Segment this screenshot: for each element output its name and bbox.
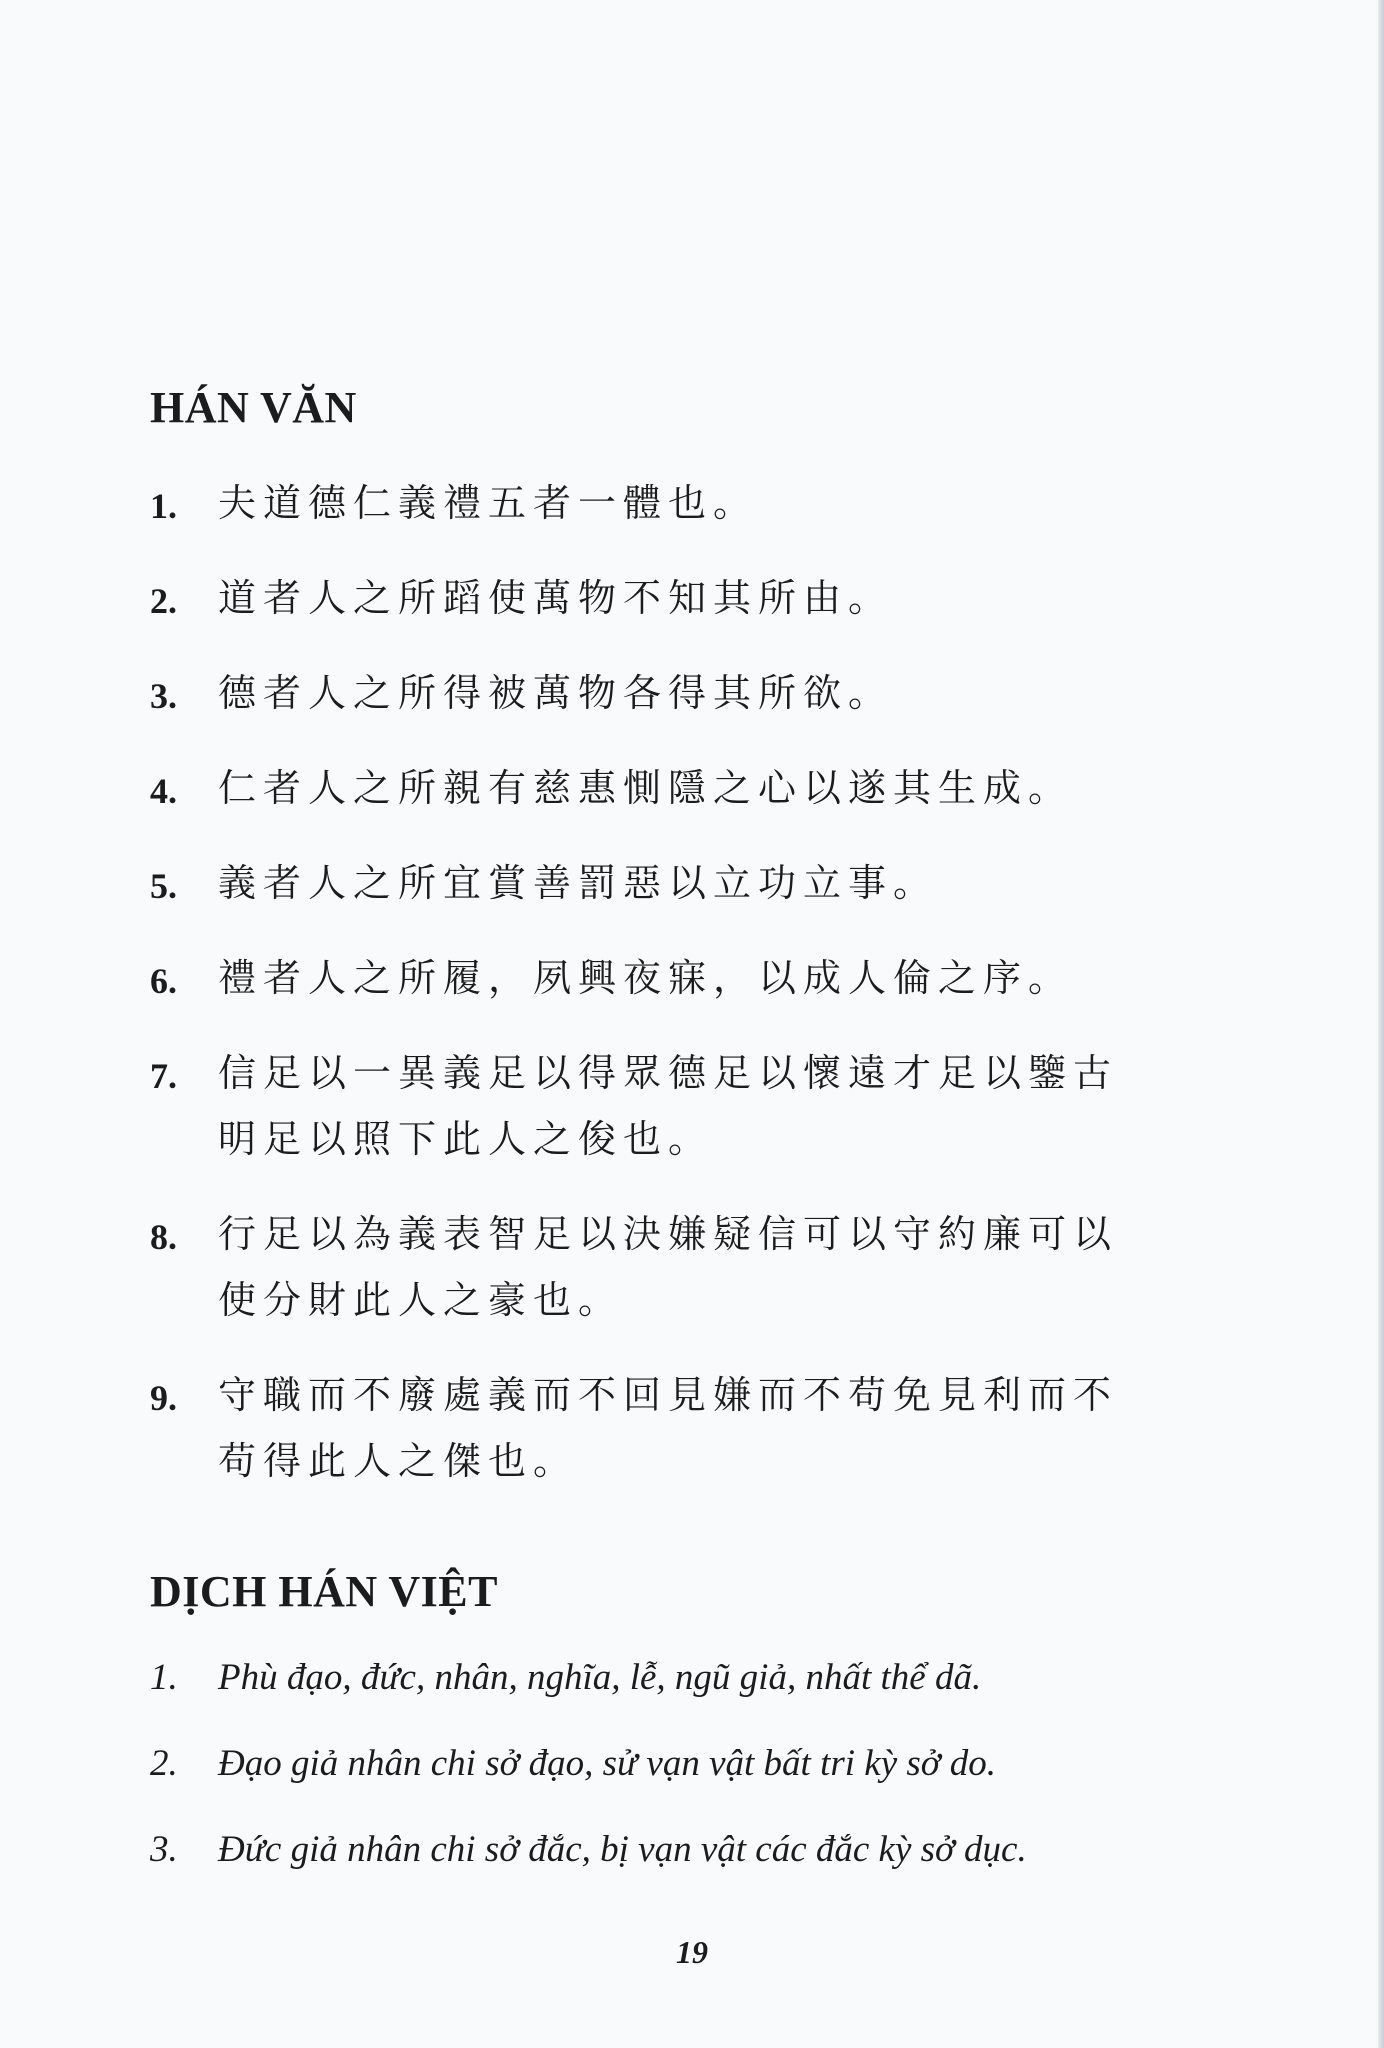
han-van-item-4	[150, 755, 1150, 821]
han-van-item-8	[150, 1201, 1150, 1333]
dich-han-viet-list	[150, 1648, 1150, 1906]
han-van-heading: HÁN VĂN	[150, 383, 357, 432]
han-van-item-7	[150, 1040, 1150, 1172]
item-number: 1.	[150, 486, 177, 526]
han-text: 禮者人之所履，夙興夜寐，以成人倫之序。	[218, 956, 1074, 1000]
han-text: 守職而不廢處義而不回見嫌而不苟免見利而不苟得此人之傑也。	[218, 1373, 1119, 1483]
han-viet-item-3	[150, 1820, 1150, 1880]
viet-text: Đạo giả nhân chi sở đạo, sử vạn vật bất tri kỳ sở do.	[218, 1743, 997, 1784]
han-van-list	[150, 470, 1150, 1523]
han-text: 仁者人之所親有慈惠惻隱之心以遂其生成。	[218, 766, 1074, 810]
han-viet-item-2	[150, 1734, 1150, 1794]
item-number: 1.	[150, 1657, 178, 1698]
han-van-item-3	[150, 660, 1150, 726]
han-text: 行足以為義表智足以決嫌疑信可以守約廉可以使分財此人之豪也。	[218, 1212, 1119, 1322]
han-text: 德者人之所得被萬物各得其所欲。	[218, 671, 894, 715]
han-viet-item-1	[150, 1648, 1150, 1708]
han-text: 義者人之所宜賞善罰惡以立功立事。	[218, 861, 939, 905]
item-number: 8.	[150, 1217, 177, 1257]
han-text: 道者人之所蹈使萬物不知其所由。	[218, 576, 894, 620]
dich-han-viet-heading: DỊCH HÁN VIỆT	[150, 1567, 498, 1616]
item-number: 7.	[150, 1056, 177, 1096]
viet-text: Phù đạo, đức, nhân, nghĩa, lễ, ngũ giả, nhất thể dã.	[218, 1657, 982, 1698]
han-text: 信足以一異義足以得眾德足以懷遠才足以鑒古明足以照下此人之俊也。	[218, 1051, 1119, 1161]
page-number: 19	[676, 1934, 708, 1970]
item-number: 9.	[150, 1378, 177, 1418]
item-number: 3.	[150, 676, 177, 716]
han-van-item-5	[150, 850, 1150, 916]
han-van-item-2	[150, 565, 1150, 631]
page-edge-shadow	[1378, 0, 1384, 2048]
item-number: 2.	[150, 581, 177, 621]
item-number: 4.	[150, 771, 177, 811]
item-number: 6.	[150, 961, 177, 1001]
item-number: 3.	[150, 1829, 178, 1870]
han-text: 夫道德仁義禮五者一體也。	[218, 481, 759, 525]
han-van-item-6	[150, 945, 1150, 1011]
item-number: 2.	[150, 1743, 178, 1784]
item-number: 5.	[150, 866, 177, 906]
han-van-item-1	[150, 470, 1150, 536]
han-van-item-9	[150, 1362, 1150, 1494]
viet-text: Đức giả nhân chi sở đắc, bị vạn vật các đắc kỳ sở dục.	[218, 1829, 1027, 1870]
